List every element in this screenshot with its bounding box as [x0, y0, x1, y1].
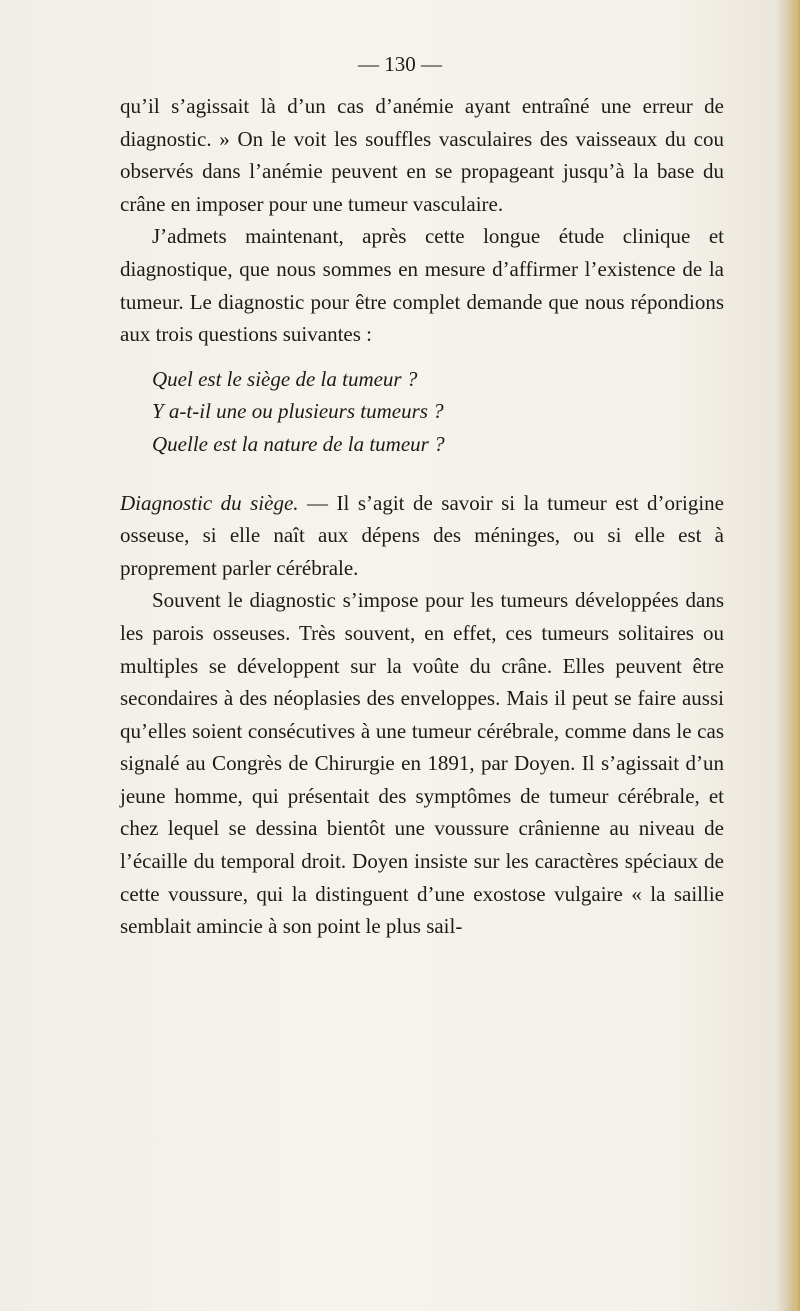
section-title: Diagnostic du siège. — [120, 490, 299, 515]
question-1: Quel est le siège de la tumeur ? — [152, 366, 418, 391]
question-3: Quelle est la nature de la tumeur ? — [152, 431, 445, 456]
paragraph-1: qu’il s’agissait là d’un cas d’anémie ayant entraîné une erreur de diagnostic. » On le voit les souffles vasculaires des vaisseaux du cou observés dans l’anémie peuvent en se propageant jusqu’à la base du crâne en imposer pour une tumeur vasculaire. — [120, 94, 724, 216]
paragraph-4: Souvent le diagnostic s’impose pour les tumeurs développées dans les parois osseuses. Très souvent, en effet, ces tumeurs solitaires ou multiples se développent sur la voûte du crâne. Elles peuvent être secondaires à des néoplasies des enveloppes. Mais il peut se faire aussi qu’elles soient consécutives à une tumeur cérébrale, comme dans le cas signalé au Congrès de Chirurgie en 1891, par Doyen. Il s’agissait d’un jeune homme, qui présentait des symptômes de tumeur cérébrale, et chez lequel se dessina bientôt une voussure crânienne au niveau de l’écaille du temporal droit. Doyen insiste sur les caractères spéciaux de cette voussure, qui la distinguent d’une exostose vulgaire « la saillie semblait amincie à son point le plus sail- — [120, 588, 724, 939]
question-2: Y a-t-il une ou plusieurs tumeurs ? — [152, 399, 444, 424]
paragraph-3-text: — Il s’agit de savoir si la tumeur est d’origine osseuse, si elle naît aux dépens des méninges, ou si elle est à proprement parler cérébrale. — [120, 490, 725, 580]
question-list — [120, 363, 724, 461]
paragraph-3 — [120, 487, 724, 585]
page-number: — 130 — — [358, 52, 442, 76]
page-edge — [790, 0, 800, 1311]
paragraph-2: J’admets maintenant, après cette longue étude clinique et diagnostique, que nous sommes en mesure d’affirmer l’existence de la tumeur. Le diagnostic pour être complet demande que nous répondions aux trois questions suivantes : — [120, 224, 724, 347]
body-text — [120, 90, 724, 943]
